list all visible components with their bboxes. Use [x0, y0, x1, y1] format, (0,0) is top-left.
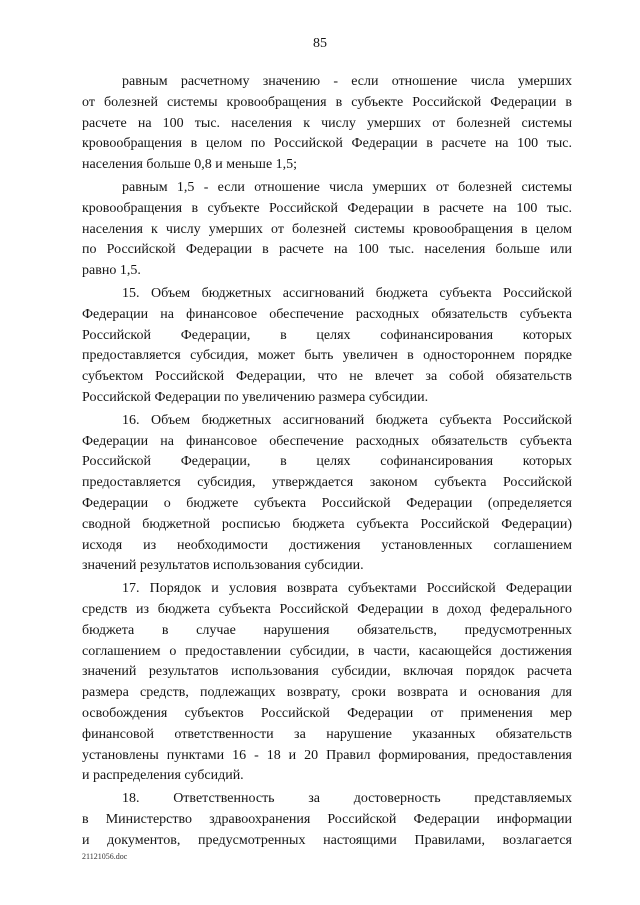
paragraph [82, 284, 572, 409]
text-line: предоставляется субсидия, утверждается законом субъекта Российской [82, 475, 572, 491]
text-line: в Министерство здравоохранения Российской Федерации информации [82, 811, 572, 827]
text-line: населения к числу умерших от болезней системы кровообращения в целом [82, 221, 572, 237]
text-line: субъектом Российской Федерации, что не влечет за собой обязательств [82, 369, 572, 385]
document-body [82, 72, 572, 851]
text-line: Федерации на финансовое обеспечение расходных обязательств субъекта [82, 433, 572, 449]
text-line: Российской Федерации, в целях софинансирования которых [82, 454, 572, 470]
text-line: сводной бюджетной росписью бюджета субъекта Российской Федерации) [82, 516, 572, 532]
text-line: 17. Порядок и условия возврата субъектами Российской Федерации [122, 581, 572, 597]
text-line: кровообращения в субъекте Российской Федерации в расчете на 100 тыс. [82, 200, 572, 216]
text-line: равным расчетному значению - если отношение числа умерших [122, 74, 572, 89]
text-line: размера средств, подлежащих возврату, сроки возврата и основания для [82, 685, 572, 701]
text-line: бюджета в случае нарушения обязательств, предусмотренных [82, 622, 572, 638]
text-line: исходя из необходимости достижения установленных соглашением [82, 537, 572, 553]
text-line: Федерации о бюджете субъекта Российской Федерации (определяется [82, 495, 572, 511]
document-file-code: 21121056.doc [82, 852, 128, 861]
text-line: значений результатов использования субсидии. [82, 558, 364, 574]
text-line: равным 1,5 - если отношение числа умерших от болезней системы [122, 179, 572, 195]
text-line: средств из бюджета субъекта Российской Федерации в доход федерального [82, 601, 572, 617]
paragraph [82, 72, 572, 176]
text-line: освобождения субъектов Российской Федерации от применения мер [82, 705, 572, 721]
text-line: соглашением о предоставлении субсидии, в части, касающейся достижения [82, 643, 572, 659]
text-line: установлены пунктами 16 - 18 и 20 Правил формирования, предоставления [82, 747, 572, 763]
text-line: кровообращения в целом по Российской Федерации в расчете на 100 тыс. [82, 136, 572, 152]
text-line: по Российской Федерации в расчете на 100 тыс. населения больше или [82, 242, 572, 258]
text-line: Российской Федерации, в целях софинансирования которых [82, 327, 572, 343]
paragraph [82, 178, 572, 282]
text-line: от болезней системы кровообращения в субъекте Российской Федерации в [82, 94, 572, 110]
paragraph [82, 789, 572, 851]
text-line: 15. Объем бюджетных ассигнований бюджета субъекта Российской [122, 285, 572, 301]
text-line: 18. Ответственность за достоверность представляемых [122, 791, 572, 807]
text-line: расчете на 100 тыс. населения к числу умерших от болезней системы [82, 115, 572, 131]
text-line: равно 1,5. [82, 263, 141, 279]
paragraph [82, 411, 572, 577]
text-line: и документов, предусмотренных настоящими Правилами, возлагается [82, 832, 572, 848]
text-line: и распределения субсидий. [82, 768, 244, 784]
text-line: предоставляется субсидия, может быть увеличен в одностороннем порядке [82, 348, 572, 364]
text-line: населения больше 0,8 и меньше 1,5; [82, 157, 298, 173]
text-line: финансовой ответственности за нарушение указанных обязательств [82, 726, 572, 742]
paragraph [82, 579, 572, 787]
text-line: 16. Объем бюджетных ассигнований бюджета субъекта Российской [122, 412, 572, 428]
text-line: значений результатов использования субсидии, включая порядок расчета [82, 664, 572, 680]
text-line: Федерации на финансовое обеспечение расходных обязательств субъекта [82, 306, 572, 322]
text-line: Российской Федерации по увеличению размера субсидии. [82, 389, 429, 405]
page-number: 85 [313, 36, 327, 51]
